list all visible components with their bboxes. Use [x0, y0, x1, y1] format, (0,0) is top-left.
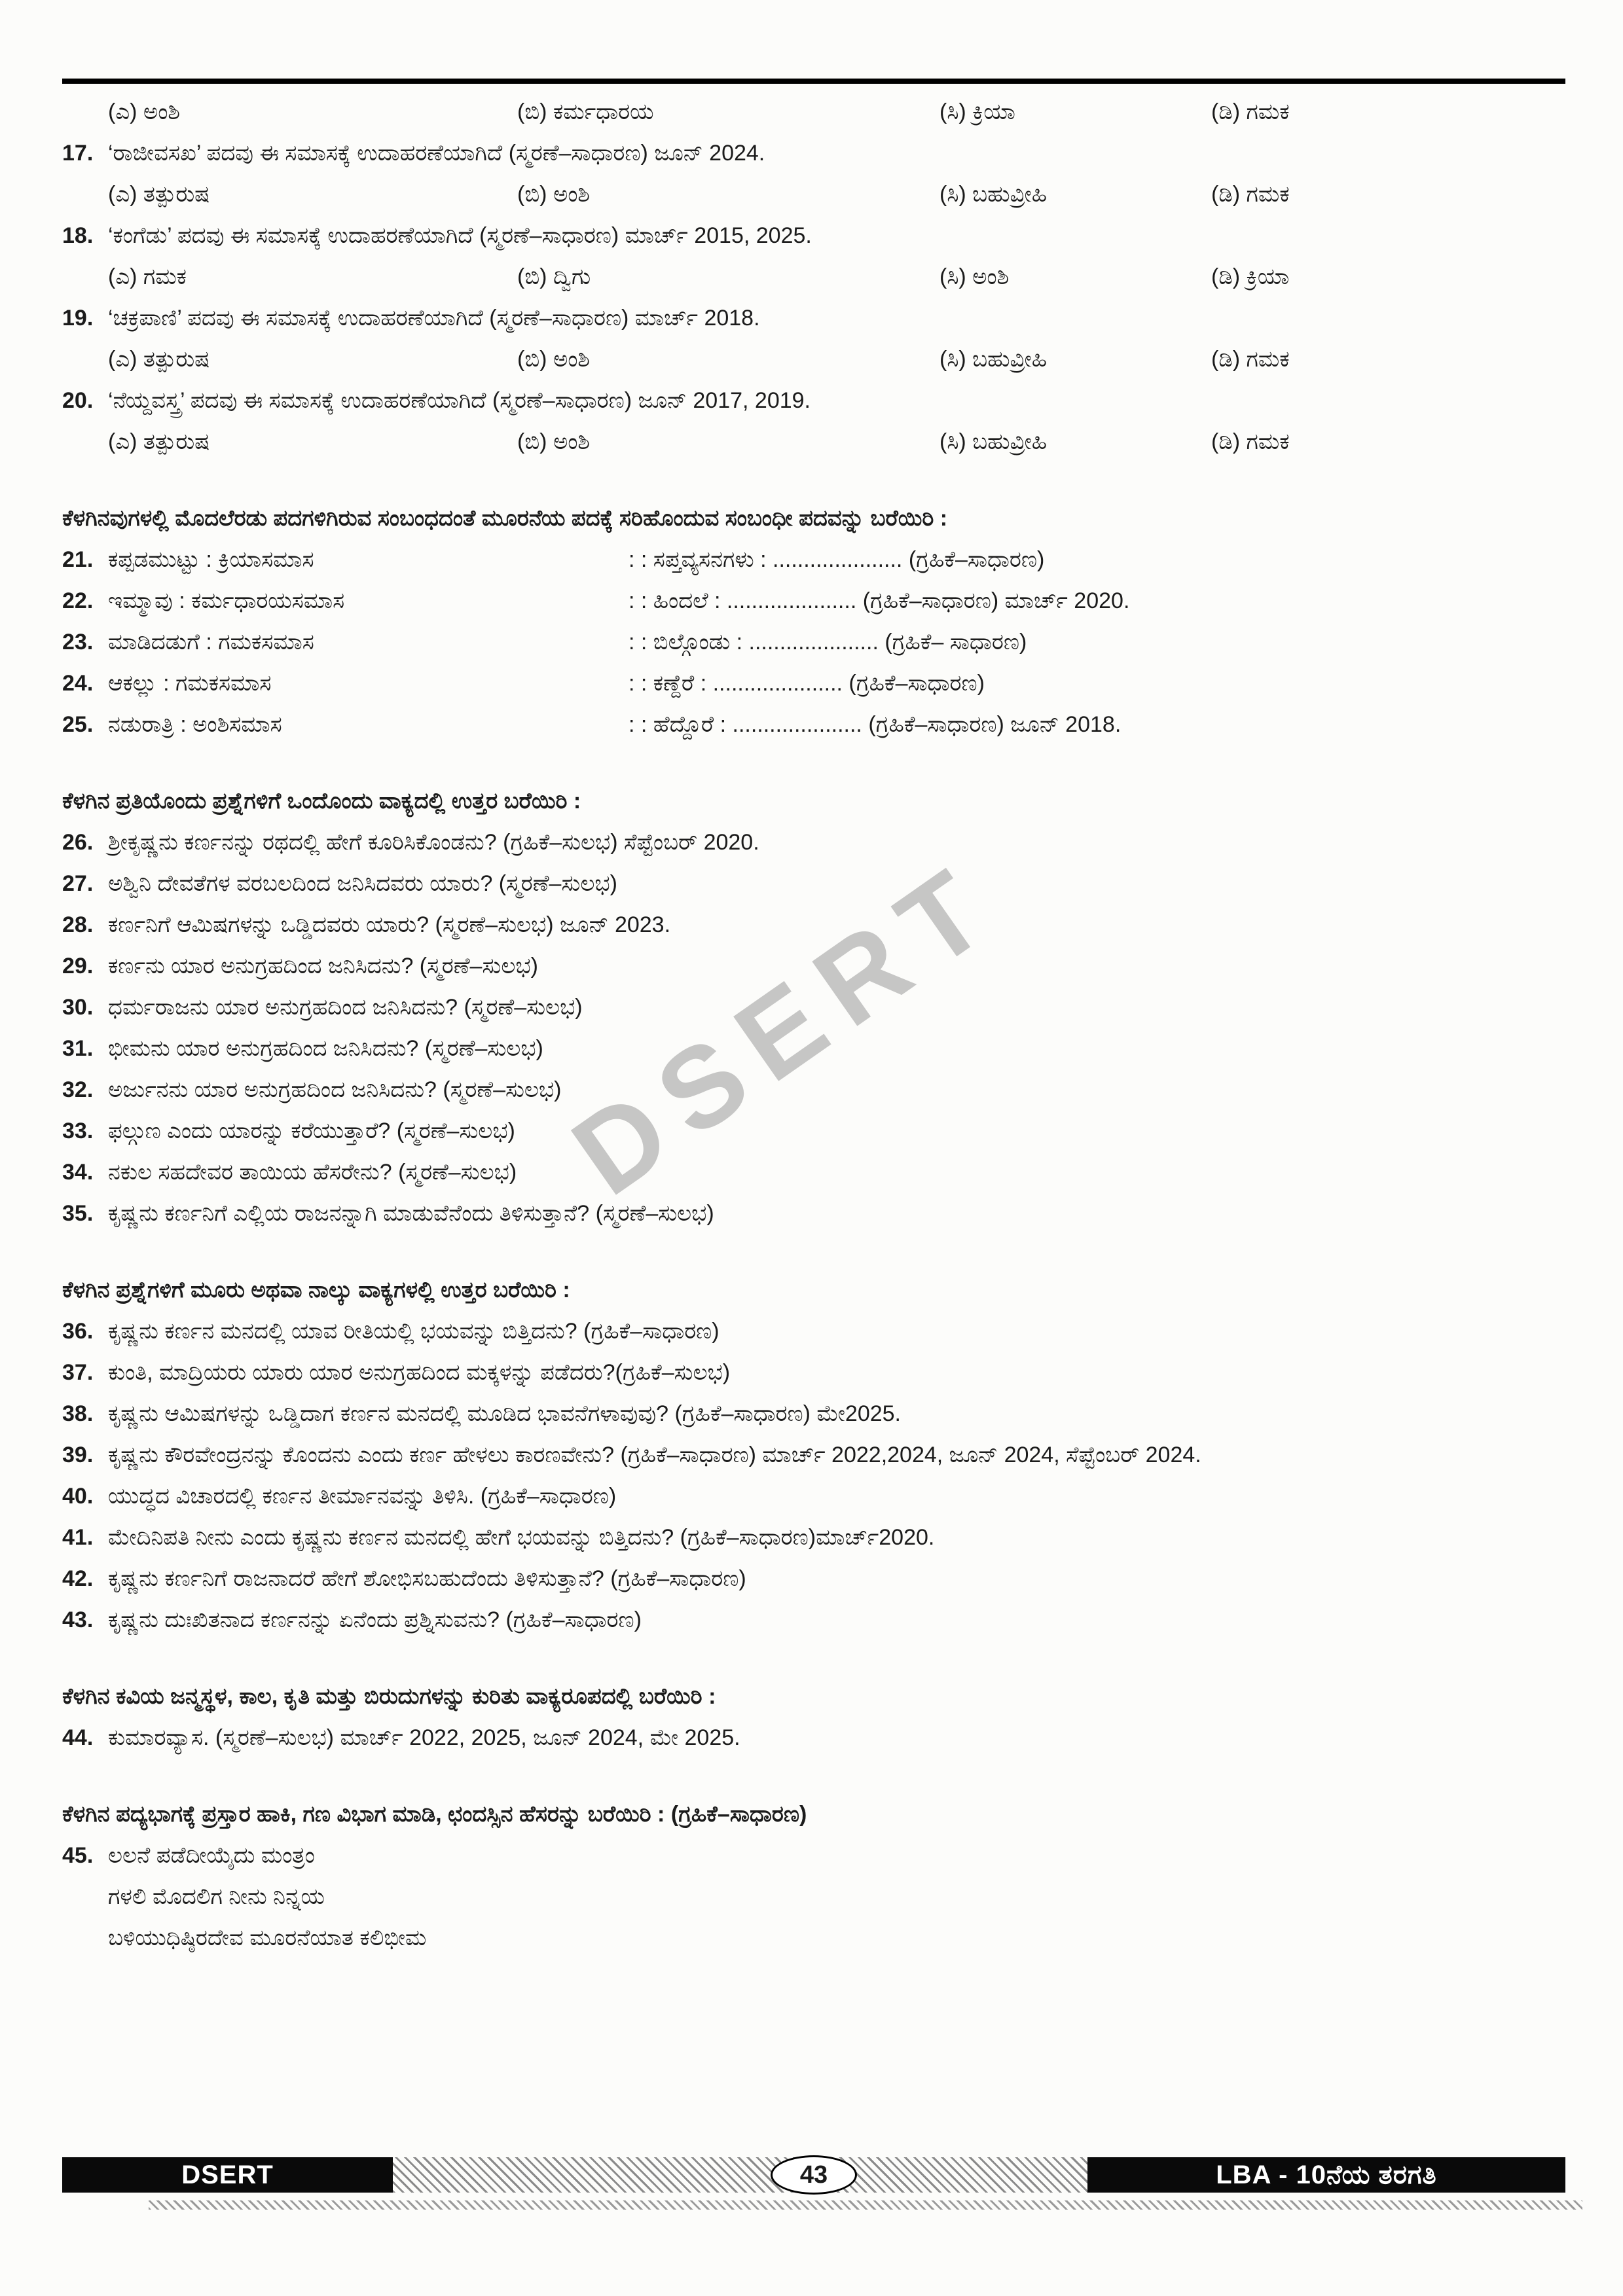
- question-row: [62, 905, 1565, 946]
- option-c: (ಸಿ) ಬಹುವ್ರೀಹಿ: [939, 347, 1048, 372]
- option-d: (ಡಿ) ಕ್ರಿಯಾ: [1211, 264, 1290, 289]
- question-number: 23.: [62, 630, 94, 655]
- question-text: ಅಶ್ವಿನಿ ದೇವತೆಗಳ ವರಬಲದಿಂದ ಜನಿಸಿದವರು ಯಾರು? (ಸ್ಮರಣೆ–ಸುಲಭ): [108, 871, 617, 896]
- option-a: (ಎ) ಗಮಕ: [108, 264, 187, 289]
- question-text: ಮೇದಿನಿಪತಿ ನೀನು ಎಂದು ಕೃಷ್ಣನು ಕರ್ಣನ ಮನದಲ್ಲಿ ಹೇಗೆ ಭಯವನ್ನು ಬಿತ್ತಿದನು? (ಗ್ರಹಿಕೆ–ಸಾಧಾರಣ)ಮಾರ್ಚ್2020.: [108, 1525, 935, 1550]
- question-row: [62, 987, 1565, 1028]
- question-number: 22.: [62, 588, 94, 613]
- question-number: 18.: [62, 223, 94, 248]
- question-text: ಯುದ್ಧದ ವಿಚಾರದಲ್ಲಿ ಕರ್ಣನ ತೀರ್ಮಾನವನ್ನು ತಿಳಿಸಿ. (ಗ್ರಹಿಕೆ–ಸಾಧಾರಣ): [108, 1484, 617, 1509]
- question-row: [62, 1069, 1565, 1111]
- question-number: 34.: [62, 1160, 94, 1185]
- page-number-badge: [771, 2155, 857, 2195]
- option-a: (ಎ) ತತ್ಪುರುಷ: [108, 347, 210, 372]
- page-content: [62, 79, 1565, 1959]
- question-row: [62, 1435, 1565, 1476]
- question-text: ಕೃಷ್ಣನು ದುಃಖಿತನಾದ ಕರ್ಣನನ್ನು ಏನೆಂದು ಪ್ರಶ್ನಿಸುವನು? (ಗ್ರಹಿಕೆ–ಸಾಧಾರಣ): [108, 1607, 642, 1632]
- question-number: 37.: [62, 1360, 94, 1385]
- poet-section-heading: ಕೆಳಗಿನ ಕವಿಯ ಜನ್ಮಸ್ಥಳ, ಕಾಲ, ಕೃತಿ ಮತ್ತು ಬಿರುದುಗಳನ್ನು ಕುರಿತು ವಾಕ್ಯರೂಪದಲ್ಲಿ ಬರೆಯಿರಿ :: [62, 1684, 716, 1709]
- question-text: ಕೃಷ್ಣನು ಕೌರವೇಂದ್ರನನ್ನು ಕೊಂದನು ಎಂದು ಕರ್ಣ ಹೇಳಲು ಕಾರಣವೇನು? (ಗ್ರಹಿಕೆ–ಸಾಧಾರಣ) ಮಾರ್ಚ್ 2022,2024, ಜೂನ್ 2024, ಸೆಪ್ಟೆಂಬರ್ 2024.: [108, 1443, 1201, 1467]
- footer-dsert-label: DSERT: [62, 2157, 393, 2193]
- matching-left-pair: ಮಾಡಿದಡುಗೆ : ಗಮಕಸಮಾಸ: [108, 630, 314, 655]
- question-number: 44.: [62, 1725, 94, 1750]
- question-row: [62, 380, 1565, 422]
- question-row: [62, 1193, 1565, 1234]
- question-text: ಕೃಷ್ಣನು ಕರ್ಣನ ಮನದಲ್ಲಿ ಯಾವ ರೀತಿಯಲ್ಲಿ ಭಯವನ್ನು ಬಿತ್ತಿದನು? (ಗ್ರಹಿಕೆ–ಸಾಧಾರಣ): [108, 1319, 720, 1344]
- question-text: ಕೃಷ್ಣನು ಕರ್ಣನಿಗೆ ಎಲ್ಲಿಯ ರಾಜನನ್ನಾಗಿ ಮಾಡುವೆನೆಂದು ತಿಳಿಸುತ್ತಾನೆ? (ಸ್ಮರಣೆ–ಸುಲಭ): [108, 1201, 714, 1226]
- question-number: 24.: [62, 671, 94, 696]
- question-number: 43.: [62, 1607, 94, 1632]
- question-row: [62, 1600, 1565, 1641]
- poem-line: ಲಲನೆ ಪಡೆದೀಯೈದು ಮಂತ್ರಂ: [108, 1843, 315, 1868]
- three-four-sentence-questions-section: [62, 1311, 1565, 1641]
- question-row: [62, 946, 1565, 987]
- option-d: (ಡಿ) ಗಮಕ: [1211, 347, 1290, 372]
- option-d: (ಡಿ) ಗಮಕ: [1211, 429, 1290, 454]
- poem-line: ಬಳಿಯುಧಿಷ್ಠಿರದೇವ ಮೂರನೆಯಾತ ಕಲಿಭೀಮ: [108, 1926, 427, 1950]
- poem-line: ಗಳಲಿ ಮೊದಲಿಗ ನೀನು ನಿನ್ನಯ: [108, 1884, 325, 1909]
- question-text: ‘ನೆಯ್ದವಸ್ತ್ರ’ ಪದವು ಈ ಸಮಾಸಕ್ಕೆ ಉದಾಹರಣೆಯಾಗಿದೆ (ಸ್ಮರಣೆ–ಸಾಧಾರಣ) ಜೂನ್ 2017, 2019.: [108, 388, 811, 413]
- question-row: [62, 1476, 1565, 1517]
- question-row: [62, 1111, 1565, 1152]
- page-footer: [62, 2157, 1565, 2193]
- prosody-section-heading: ಕೆಳಗಿನ ಪದ್ಯಭಾಗಕ್ಕೆ ಪ್ರಸ್ತಾರ ಹಾಕಿ, ಗಣ ವಿಭಾಗ ಮಾಡಿ, ಛಂದಸ್ಸಿನ ಹೆಸರನ್ನು ಬರೆಯಿರಿ : (ಗ್ರಹಿಕೆ–ಸಾಧಾರಣ): [62, 1802, 807, 1827]
- footer-class-label: LBA - 10ನೆಯ ತರಗತಿ: [1087, 2157, 1565, 2193]
- footer-shadow-stripe: [149, 2200, 1582, 2210]
- question-options-row: [108, 339, 1565, 380]
- option-c: (ಸಿ) ಬಹುವ್ರೀಹಿ: [939, 429, 1048, 454]
- matching-right-pair: : : ಸಪ್ತವ್ಯಸನಗಳು : ..................... (ಗ್ರಹಿಕೆ–ಸಾಧಾರಣ): [629, 547, 1045, 572]
- three-four-sentence-section-heading: ಕೆಳಗಿನ ಪ್ರಶ್ನೆಗಳಿಗೆ ಮೂರು ಅಥವಾ ನಾಲ್ಕು ವಾಕ್ಯಗಳಲ್ಲಿ ಉತ್ತರ ಬರೆಯಿರಿ :: [62, 1278, 570, 1302]
- question-options-row: [108, 422, 1565, 463]
- matching-left-pair: ನಡುರಾತ್ರಿ : ಅಂಶಿಸಮಾಸ: [108, 712, 282, 737]
- matching-questions-section: [62, 539, 1565, 745]
- matching-right-pair: : : ಕಣ್ದೆರೆ : ..................... (ಗ್ರಹಿಕೆ–ಸಾಧಾರಣ): [629, 671, 985, 696]
- question-row: [62, 1028, 1565, 1069]
- matching-right-pair: : : ಹಿಂದಲೆ : ..................... (ಗ್ರಹಿಕೆ–ಸಾಧಾರಣ) ಮಾರ್ಚ್ 2020.: [629, 588, 1130, 613]
- question-number: 17.: [62, 141, 94, 166]
- question-text: ‘ರಾಜೀವಸಖ’ ಪದವು ಈ ಸಮಾಸಕ್ಕೆ ಉದಾಹರಣೆಯಾಗಿದೆ (ಸ್ಮರಣೆ–ಸಾಧಾರಣ) ಜೂನ್ 2024.: [108, 141, 765, 166]
- question-row: [62, 1152, 1565, 1193]
- question-row: [62, 1558, 1565, 1600]
- option-b: (ಬಿ) ದ್ವಿಗು: [517, 264, 591, 289]
- matching-question-row: [62, 581, 1565, 622]
- question-text: ಕರ್ಣನಿಗೆ ಆಮಿಷಗಳನ್ನು ಒಡ್ಡಿದವರು ಯಾರು? (ಸ್ಮರಣೆ–ಸುಲಭ) ಜೂನ್ 2023.: [108, 912, 671, 937]
- question-number: 36.: [62, 1319, 94, 1344]
- question-text: ‘ಚಕ್ರಪಾಣಿ’ ಪದವು ಈ ಸಮಾಸಕ್ಕೆ ಉದಾಹರಣೆಯಾಗಿದೆ (ಸ್ಮರಣೆ–ಸಾಧಾರಣ) ಮಾರ್ಚ್ 2018.: [108, 306, 760, 331]
- question-number: 40.: [62, 1484, 94, 1509]
- option-a: (ಎ) ತತ್ಪುರುಷ: [108, 182, 210, 207]
- question-number: 38.: [62, 1401, 94, 1426]
- matching-left-pair: ಇಮ್ಮಾವು : ಕರ್ಮಧಾರಯಸಮಾಸ: [108, 588, 345, 613]
- option-b: (ಬಿ) ಅಂಶಿ: [517, 429, 591, 454]
- option-b: (ಬಿ) ಅಂಶಿ: [517, 347, 591, 372]
- question-row: [62, 133, 1565, 174]
- question-row: [62, 863, 1565, 905]
- option-c: (ಸಿ) ಕ್ರಿಯಾ: [939, 99, 1015, 124]
- question-text: ಕೃಷ್ಣನು ಆಮಿಷಗಳನ್ನು ಒಡ್ಡಿದಾಗ ಕರ್ಣನ ಮನದಲ್ಲಿ ಮೂಡಿದ ಭಾವನೆಗಳಾವುವು? (ಗ್ರಹಿಕೆ–ಸಾಧಾರಣ) ಮೇ2025.: [108, 1401, 901, 1426]
- question-row: [62, 1352, 1565, 1393]
- option-a: (ಎ) ತತ್ಪುರುಷ: [108, 429, 210, 454]
- question-text: ಫಲ್ಗುಣ ಎಂದು ಯಾರನ್ನು ಕರೆಯುತ್ತಾರೆ? (ಸ್ಮರಣೆ–ಸುಲಭ): [108, 1119, 515, 1143]
- question-number: 41.: [62, 1525, 94, 1550]
- dsert-watermark: DSERT: [551, 836, 1023, 1220]
- question-text: ಕೃಷ್ಣನು ಕರ್ಣನಿಗೆ ರಾಜನಾದರೆ ಹೇಗೆ ಶೋಭಿಸಬಹುದೆಂದು ತಿಳಿಸುತ್ತಾನೆ? (ಗ್ರಹಿಕೆ–ಸಾಧಾರಣ): [108, 1566, 746, 1591]
- question-row: [62, 1393, 1565, 1435]
- question-text: ಕುಮಾರವ್ಯಾಸ. (ಸ್ಮರಣೆ–ಸುಲಭ) ಮಾರ್ಚ್ 2022, 2025, ಜೂನ್ 2024, ಮೇ 2025.: [108, 1725, 740, 1750]
- matching-left-pair: ಆಕಲ್ಲು : ಗಮಕಸಮಾಸ: [108, 671, 272, 696]
- question-number: 39.: [62, 1443, 94, 1467]
- question-text: ‘ಕಂಗೆಡು’ ಪದವು ಈ ಸಮಾಸಕ್ಕೆ ಉದಾಹರಣೆಯಾಗಿದೆ (ಸ್ಮರಣೆ–ಸಾಧಾರಣ) ಮಾರ್ಚ್ 2015, 2025.: [108, 223, 812, 248]
- matching-question-row: [62, 622, 1565, 663]
- question-number: 30.: [62, 995, 94, 1020]
- question-16-options-row: [108, 92, 1565, 133]
- question-options-row: [108, 257, 1565, 298]
- question-44-row: [62, 1717, 1565, 1759]
- option-b: (ಬಿ) ಅಂಶಿ: [517, 182, 591, 207]
- one-sentence-questions-section: [62, 822, 1565, 1234]
- matching-right-pair: : : ಬಿಲ್ಗೊಂಡು : ..................... (ಗ್ರಹಿಕೆ– ಸಾಧಾರಣ): [629, 630, 1027, 655]
- question-row: [62, 298, 1565, 339]
- question-text: ಅರ್ಜುನನು ಯಾರ ಅನುಗ್ರಹದಿಂದ ಜನಿಸಿದನು? (ಸ್ಮರಣೆ–ಸುಲಭ): [108, 1077, 562, 1102]
- question-number: 25.: [62, 712, 94, 737]
- question-number: 20.: [62, 388, 94, 413]
- question-row: [62, 1311, 1565, 1352]
- one-sentence-section-heading: ಕೆಳಗಿನ ಪ್ರತಿಯೊಂದು ಪ್ರಶ್ನೆಗಳಿಗೆ ಒಂದೊಂದು ವಾಕ್ಯದಲ್ಲಿ ಉತ್ತರ ಬರೆಯಿರಿ :: [62, 789, 581, 814]
- mcq-questions-section: [62, 133, 1565, 463]
- matching-question-row: [62, 539, 1565, 581]
- question-number: 31.: [62, 1036, 94, 1061]
- question-number: 42.: [62, 1566, 94, 1591]
- question-number: 29.: [62, 954, 94, 978]
- question-text: ಕುಂತಿ, ಮಾದ್ರಿಯರು ಯಾರು ಯಾರ ಅನುಗ್ರಹದಿಂದ ಮಕ್ಕಳನ್ನು ಪಡೆದರು?(ಗ್ರಹಿಕೆ–ಸುಲಭ): [108, 1360, 731, 1385]
- matching-section-heading: ಕೆಳಗಿನವುಗಳಲ್ಲಿ ಮೊದಲೆರಡು ಪದಗಳಿಗಿರುವ ಸಂಬಂಧದಂತೆ ಮೂರನೆಯ ಪದಕ್ಕೆ ಸರಿಹೊಂದುವ ಸಂಬಂಧೀ ಪದವನ್ನು ಬರೆಯಿರಿ :: [62, 506, 948, 531]
- page-number: 43: [799, 2161, 828, 2189]
- question-row: [62, 822, 1565, 863]
- option-d: (ಡಿ) ಗಮಕ: [1211, 99, 1290, 124]
- question-text: ನಕುಲ ಸಹದೇವರ ತಾಯಿಯ ಹೆಸರೇನು? (ಸ್ಮರಣೆ–ಸುಲಭ): [108, 1160, 517, 1185]
- option-b: (ಬಿ) ಕರ್ಮಧಾರಯ: [517, 99, 654, 124]
- matching-left-pair: ಕಪ್ಪಡಮುಟ್ಟು : ಕ್ರಿಯಾಸಮಾಸ: [108, 547, 314, 572]
- matching-question-row: [62, 663, 1565, 704]
- question-number: 19.: [62, 306, 94, 331]
- question-number: 27.: [62, 871, 94, 896]
- footer-hatch-stripe: [393, 2157, 1087, 2193]
- question-number: 45.: [62, 1843, 94, 1868]
- question-45-row: [62, 1835, 1565, 1959]
- question-row: [62, 1517, 1565, 1558]
- question-number: 26.: [62, 830, 94, 855]
- question-text: ಧರ್ಮರಾಜನು ಯಾರ ಅನುಗ್ರಹದಿಂದ ಜನಿಸಿದನು? (ಸ್ಮರಣೆ–ಸುಲಭ): [108, 995, 583, 1020]
- question-number: 28.: [62, 912, 94, 937]
- question-number: 32.: [62, 1077, 94, 1102]
- poem-lines: [108, 1835, 1565, 1959]
- question-number: 21.: [62, 547, 94, 572]
- question-number: 35.: [62, 1201, 94, 1226]
- matching-right-pair: : : ಹೆದ್ದೊರೆ : ..................... (ಗ್ರಹಿಕೆ–ಸಾಧಾರಣ) ಜೂನ್ 2018.: [629, 712, 1122, 737]
- question-row: [62, 215, 1565, 257]
- question-options-row: [108, 174, 1565, 215]
- option-d: (ಡಿ) ಗಮಕ: [1211, 182, 1290, 207]
- question-text: ಕರ್ಣನು ಯಾರ ಅನುಗ್ರಹದಿಂದ ಜನಿಸಿದನು? (ಸ್ಮರಣೆ–ಸುಲಭ): [108, 954, 538, 978]
- option-c: (ಸಿ) ಬಹುವ್ರೀಹಿ: [939, 182, 1048, 207]
- question-text: ಭೀಮನು ಯಾರ ಅನುಗ್ರಹದಿಂದ ಜನಿಸಿದನು? (ಸ್ಮರಣೆ–ಸುಲಭ): [108, 1036, 543, 1061]
- question-number: 33.: [62, 1119, 94, 1143]
- option-c: (ಸಿ) ಅಂಶಿ: [939, 264, 1010, 289]
- question-text: ಶ್ರೀಕೃಷ್ಣನು ಕರ್ಣನನ್ನು ರಥದಲ್ಲಿ ಹೇಗೆ ಕೂರಿಸಿಕೊಂಡನು? (ಗ್ರಹಿಕೆ–ಸುಲಭ) ಸೆಪ್ಟೆಂಬರ್ 2020.: [108, 830, 759, 855]
- option-a: (ಎ) ಅಂಶಿ: [108, 99, 181, 124]
- matching-question-row: [62, 704, 1565, 745]
- top-rule: [62, 79, 1565, 84]
